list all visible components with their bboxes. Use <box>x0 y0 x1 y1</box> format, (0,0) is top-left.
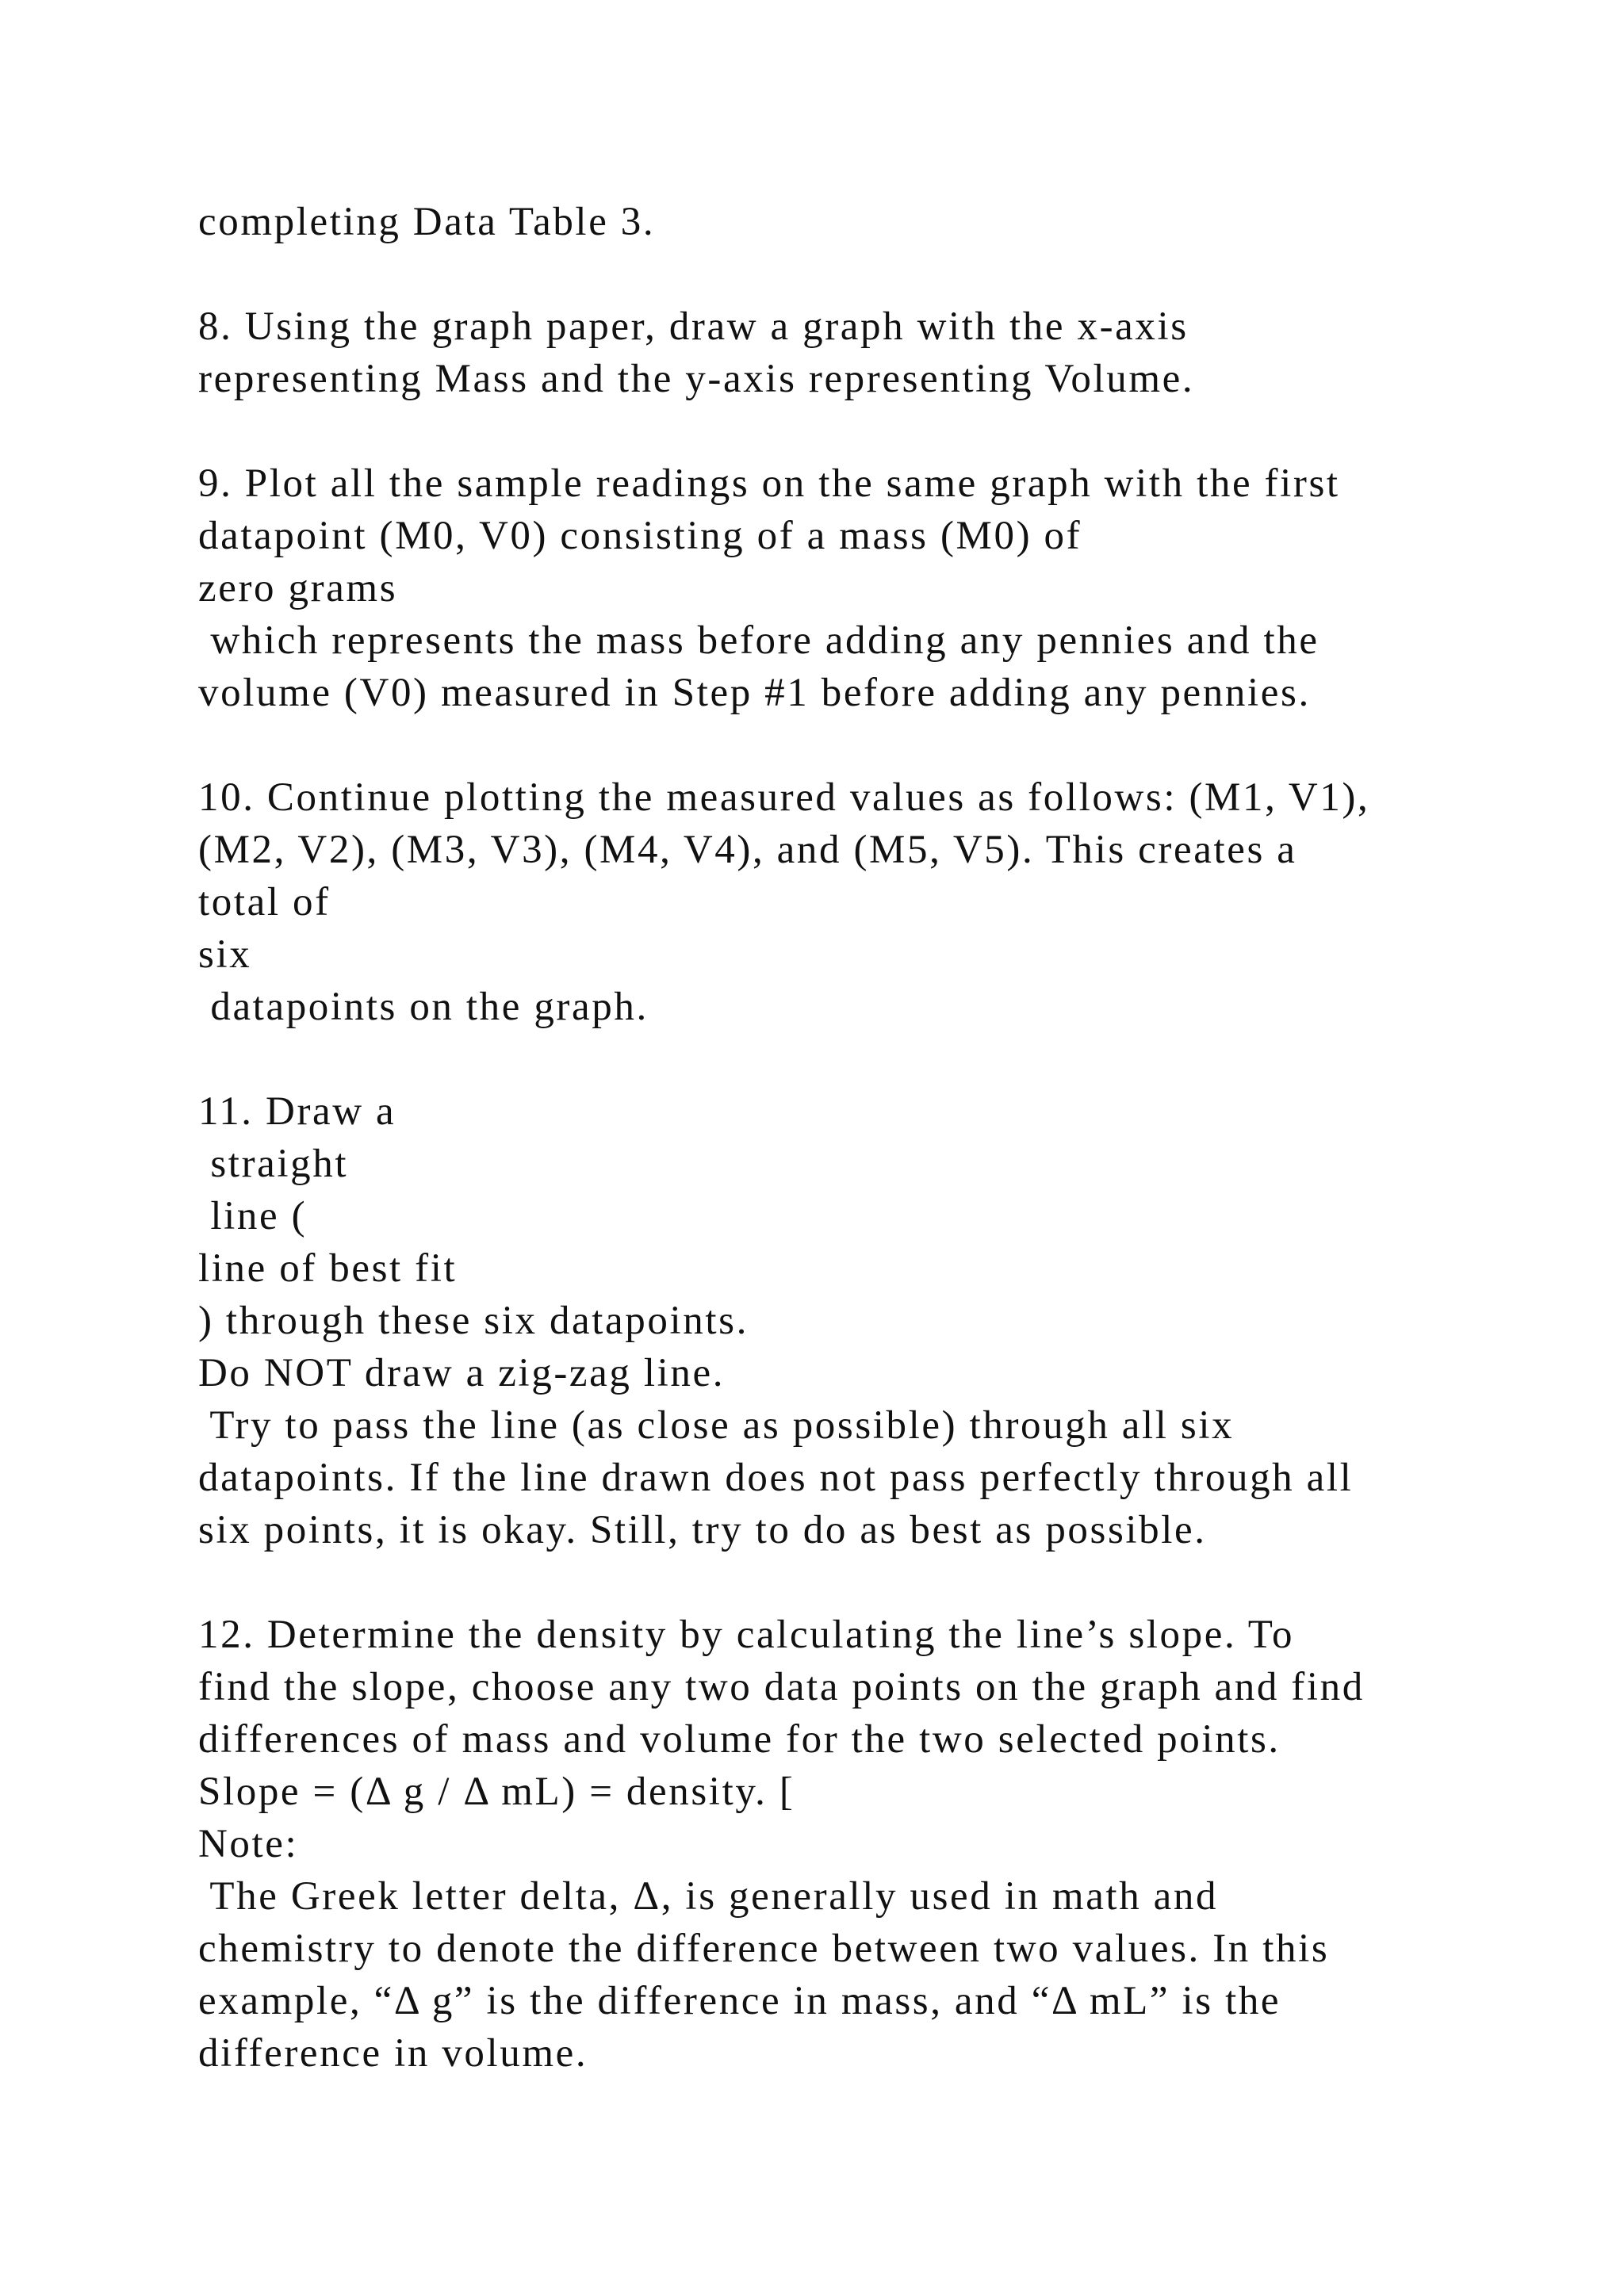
text-line: Try to pass the line (as close as possible) through all six <box>198 1403 1235 1448</box>
text-line: 8. Using the graph paper, draw a graph with the x-axis <box>198 304 1189 349</box>
text-line: line ( <box>198 1194 308 1238</box>
text-line: line of best fit <box>198 1246 458 1291</box>
text-line: 12. Determine the density by calculating the line’s slope. To <box>198 1613 1295 1657</box>
text-line: find the slope, choose any two data points on the graph and find <box>198 1665 1365 1709</box>
text-line: datapoint (M0, V0) consisting of a mass (M0) of <box>198 514 1082 558</box>
text-line: completing Data Table 3. <box>198 200 656 244</box>
text-line: difference in volume. <box>198 2031 588 2076</box>
text-line: datapoints. If the line drawn does not pass perfectly through all <box>198 1456 1354 1500</box>
text-line: Slope = (Δ g / Δ mL) = density. [ <box>198 1770 795 1814</box>
text-line: differences of mass and volume for the two selected points. <box>198 1717 1281 1762</box>
text-line: ) through these six datapoints. <box>198 1299 749 1343</box>
text-line: (M2, V2), (M3, V3), (M4, V4), and (M5, V5). This creates a <box>198 828 1297 872</box>
text-line: six <box>198 932 252 977</box>
paragraph-gap <box>198 719 1499 771</box>
text-line: total of <box>198 880 331 924</box>
paragraph-gap <box>198 1556 1499 1609</box>
text-line: Note: <box>198 1822 299 1866</box>
paragraph-gap <box>198 248 1499 300</box>
text-line: six points, it is okay. Still, try to do as best as possible. <box>198 1508 1207 1552</box>
text-line: 10. Continue plotting the measured values as follows: (M1, V1), <box>198 775 1370 820</box>
text-line: volume (V0) measured in Step #1 before adding any pennies. <box>198 671 1311 715</box>
text-line: datapoints on the graph. <box>198 985 649 1029</box>
text-line: 9. Plot all the sample readings on the same graph with the first <box>198 461 1340 506</box>
text-line: example, “Δ g” is the difference in mass, and “Δ mL” is the <box>198 1979 1281 2023</box>
text-line: straight <box>198 1142 349 1186</box>
text-line: The Greek letter delta, Δ, is generally used in math and <box>198 1874 1219 1919</box>
text-line: Do NOT draw a zig-zag line. <box>198 1351 726 1395</box>
document-body <box>198 196 1499 2080</box>
text-line: representing Mass and the y-axis representing Volume. <box>198 357 1195 401</box>
text-line: zero grams <box>198 566 398 610</box>
text-line: chemistry to denote the difference between two values. In this <box>198 1927 1330 1971</box>
text-line: 11. Draw a <box>198 1089 396 1134</box>
text-line: which represents the mass before adding any pennies and the <box>198 618 1320 663</box>
paragraph-gap <box>198 1033 1499 1085</box>
paragraph-gap <box>198 405 1499 457</box>
